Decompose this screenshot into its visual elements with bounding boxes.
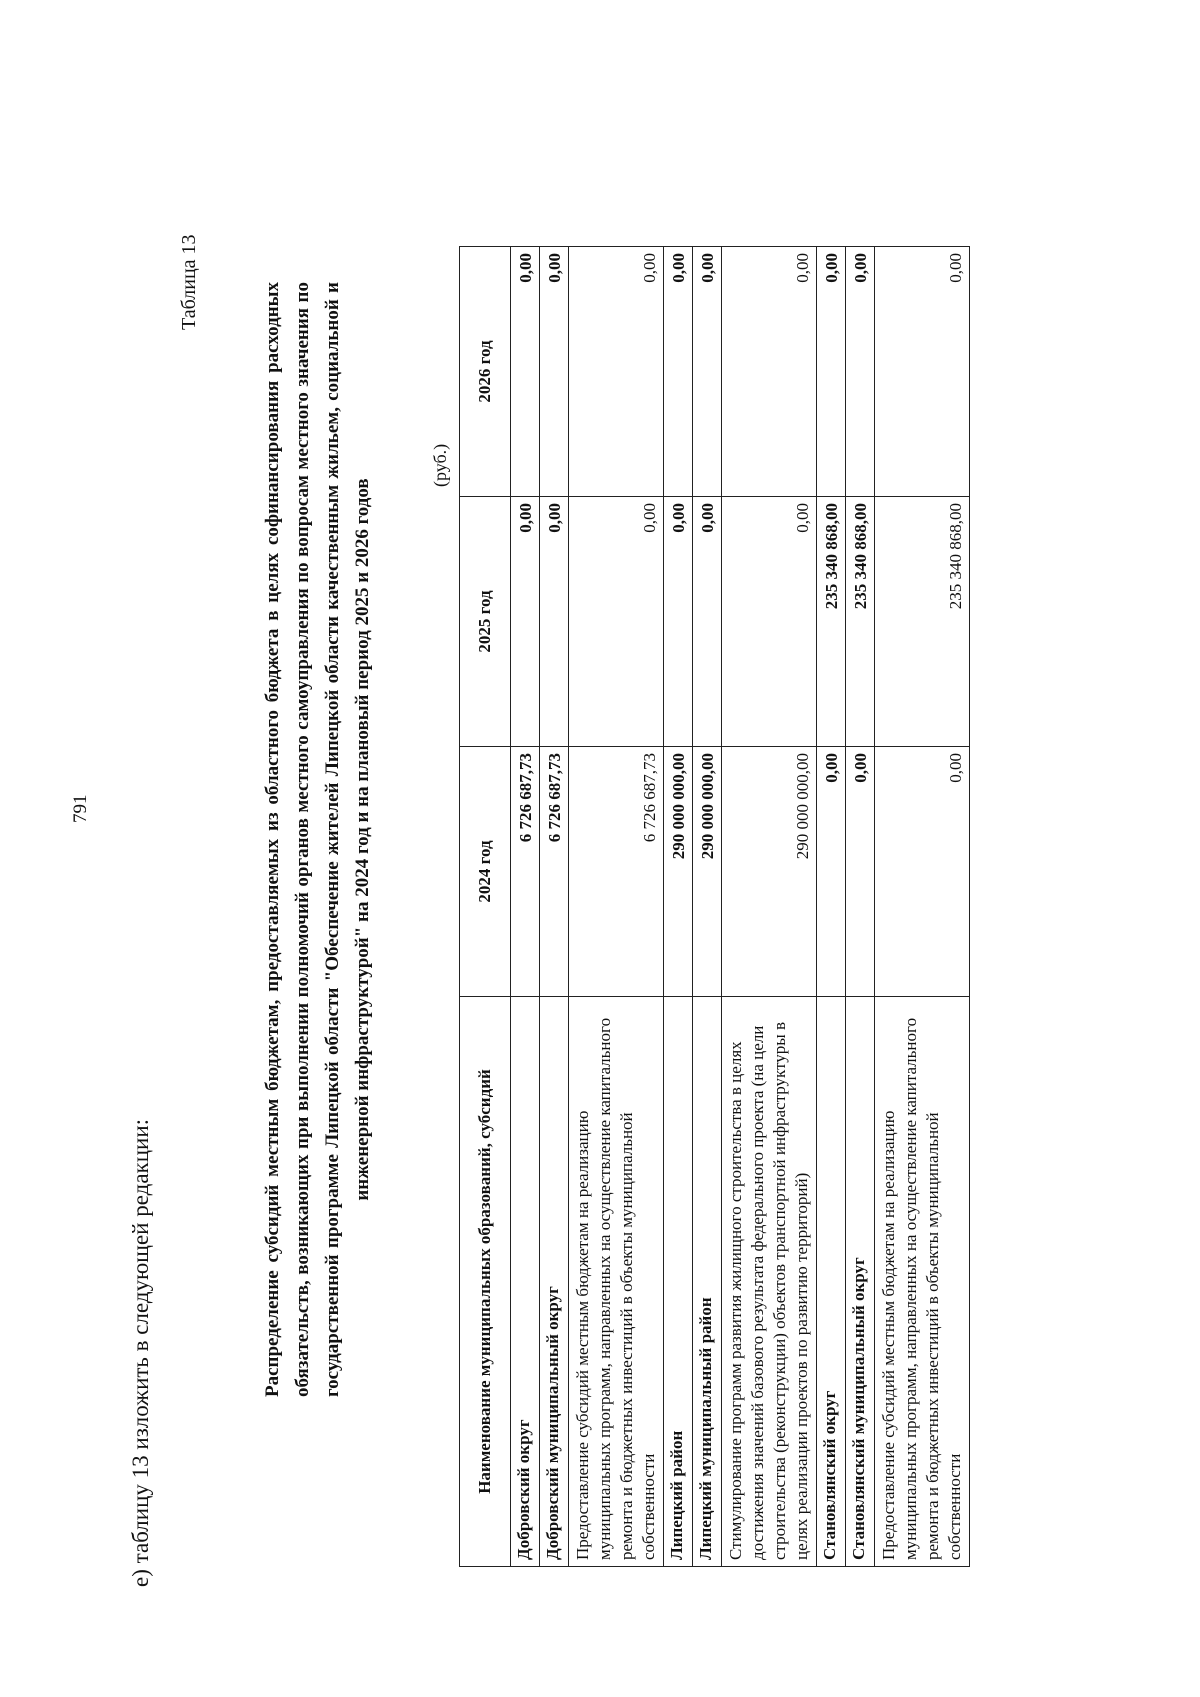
row-2025: 235 340 868,00 <box>875 497 970 747</box>
row-2025: 0,00 <box>664 497 693 747</box>
row-2026: 0,00 <box>664 247 693 497</box>
row-2026: 0,00 <box>875 247 970 497</box>
row-2025: 0,00 <box>722 497 817 747</box>
table-header-row <box>460 247 511 1567</box>
header-2024: 2024 год <box>460 747 511 997</box>
table-row <box>722 247 817 1567</box>
row-2025: 0,00 <box>511 497 540 747</box>
row-2024: 290 000 000,00 <box>664 747 693 997</box>
row-2025: 0,00 <box>540 497 569 747</box>
row-2024: 0,00 <box>846 747 875 997</box>
row-2025: 0,00 <box>569 497 664 747</box>
subsidy-table <box>459 246 970 1567</box>
row-name: Добровский муниципальный округ <box>540 997 569 1567</box>
table-row <box>875 247 970 1567</box>
header-name: Наименование муниципальных образований, субсидий <box>460 997 511 1567</box>
row-2024: 0,00 <box>875 747 970 997</box>
row-name: Предоставление субсидий местным бюджетам на реализацию муниципальных программ, направленных на осуществление капитального ремонта и бюджетных инвестиций в объекты муниципальной собственности <box>875 997 970 1567</box>
row-2026: 0,00 <box>722 247 817 497</box>
header-2025: 2025 год <box>460 497 511 747</box>
row-2026: 0,00 <box>817 247 846 497</box>
currency-unit: (руб.) <box>430 443 450 487</box>
row-2024: 290 000 000,00 <box>722 747 817 997</box>
row-name: Липецкий муниципальный район <box>693 997 722 1567</box>
table-row <box>511 247 540 1567</box>
row-2025: 235 340 868,00 <box>817 497 846 747</box>
row-2026: 0,00 <box>540 247 569 497</box>
row-2026: 0,00 <box>569 247 664 497</box>
table-row <box>664 247 693 1567</box>
row-name: Стимулирование программ развития жилищного строительства в целях достижения значений базового результата федерального проекта (на цели строительства (реконструкции) объектов транспортной инфраструктуры в целях реализации проектов по развитию территорий) <box>722 997 817 1567</box>
row-2026: 0,00 <box>511 247 540 497</box>
document-title: Распределение субсидий местным бюджетам, предоставляемых из областного бюджета в целях софинансирования расходных обязательств, возникающих при выполнении полномочий органов местного самоуправления по вопросам местного значения по государственной программе Липецкой области "Обеспечение жителей Липецкой области качественным жильем, социальной и инженерной инфраструктурой" на 2024 год и на плановый период 2025 и 2026 годов <box>262 282 373 1397</box>
table-row <box>817 247 846 1567</box>
table-row <box>693 247 722 1567</box>
row-2024: 290 000 000,00 <box>693 747 722 997</box>
row-2026: 0,00 <box>846 247 875 497</box>
row-name: Предоставление субсидий местным бюджетам на реализацию муниципальных программ, направленных на осуществление капитального ремонта и бюджетных инвестиций в объекты муниципальной собственности <box>569 997 664 1567</box>
table-row <box>540 247 569 1567</box>
row-2025: 0,00 <box>693 497 722 747</box>
table-caption: Таблица 13 <box>178 234 200 330</box>
row-name: Добровский округ <box>511 997 540 1567</box>
row-2024: 0,00 <box>817 747 846 997</box>
row-name: Становлянский муниципальный округ <box>846 997 875 1567</box>
table-row <box>569 247 664 1567</box>
table-row <box>846 247 875 1567</box>
page-number: 791 <box>70 794 91 823</box>
row-name: Липецкий район <box>664 997 693 1567</box>
row-2024: 6 726 687,73 <box>569 747 664 997</box>
row-2026: 0,00 <box>693 247 722 497</box>
row-2024: 6 726 687,73 <box>540 747 569 997</box>
row-2024: 6 726 687,73 <box>511 747 540 997</box>
header-2026: 2026 год <box>460 247 511 497</box>
intro-text: е) таблицу 13 изложить в следующей редакции: <box>128 1118 153 1587</box>
row-2025: 235 340 868,00 <box>846 497 875 747</box>
row-name: Становлянский округ <box>817 997 846 1567</box>
